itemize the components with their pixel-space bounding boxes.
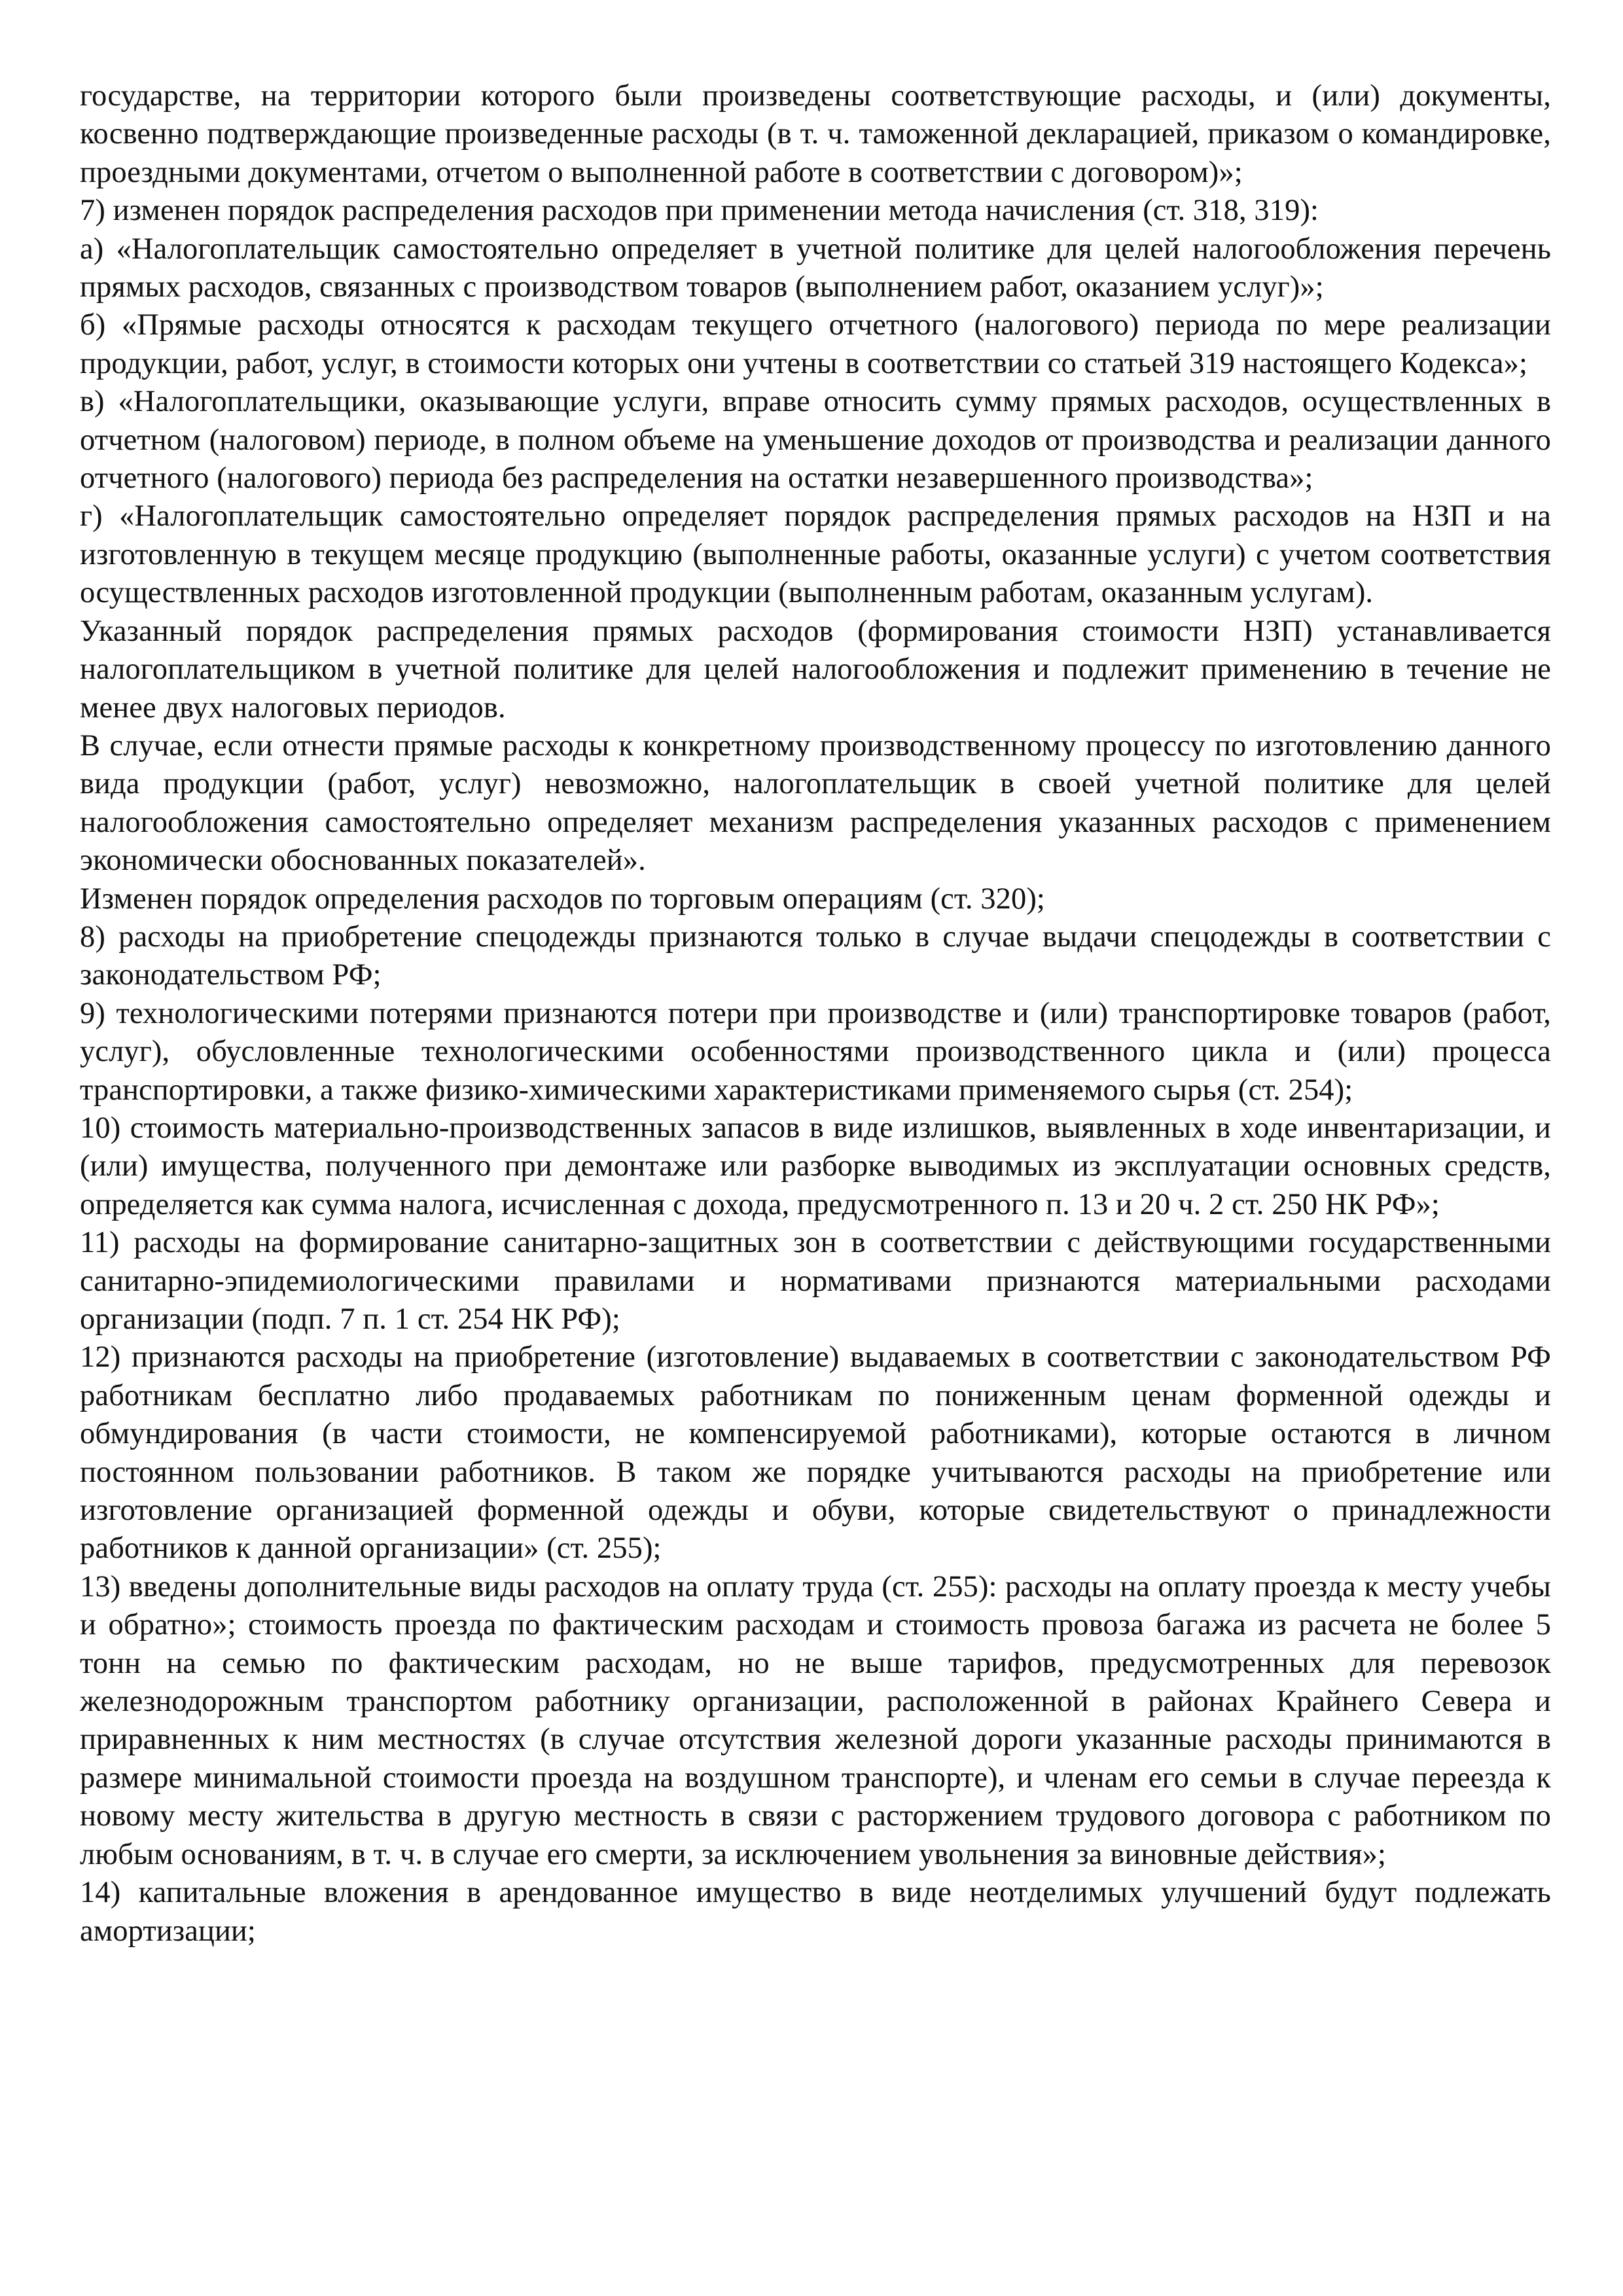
paragraph-item-12: 12) признаются расходы на приобретение (изготовление) выдаваемых в соответствии с законодательством РФ работникам бесплатно либо продаваемых работникам по пониженным ценам форменной одежды и обмундирования (в части стоимости, не компенсируемой работниками), которые остаются в личном постоянном пользовании работников. В таком же порядке учитываются расходы на приобретение или изготовление организацией форменной одежды и обуви, которые свидетельствуют о принадлежности работников к данной организации» (ст. 255);	[80, 1340, 1551, 1566]
paragraph-item-8: 8) расходы на приобретение спецодежды признаются только в случае выдачи спецодежды в соответствии с законодательством РФ;	[80, 920, 1551, 992]
paragraph-distribution-order: Указанный порядок распределения прямых расходов (формирования стоимости НЗП) устанавливается налогоплательщиком в учетной политике для целей налогообложения и подлежит применению в течение не менее двух налоговых периодов.	[80, 614, 1551, 725]
paragraph-item-11: 11) расходы на формирование санитарно-защитных зон в соответствии с действующими государственными санитарно-эпидемиологическими правилами и нормативами признаются материальными расходами организации (подп. 7 п. 1 ст. 254 НК РФ);	[80, 1226, 1551, 1336]
paragraph-item-7v: в) «Налогоплательщики, оказывающие услуги, вправе относить сумму прямых расходов, осуществленных в отчетном (налоговом) периоде, в полном объеме на уменьшение доходов от производства и реализации данного отчетного (налогового) периода без распределения на остатки незавершенного производства»;	[80, 385, 1551, 495]
paragraph-item-14: 14) капитальные вложения в арендованное имущество в виде неотделимых улучшений будут подлежать амортизации;	[80, 1876, 1551, 1948]
paragraph-continuation: государстве, на территории которого были произведены соответствующие расходы, и (или) документы, косвенно подтверждающие произведенные расходы (в т. ч. таможенной декларацией, приказом о командировке, проездными документами, отчетом о выполненной работе в соответствии с договором)»;	[80, 79, 1551, 189]
paragraph-item-7g: г) «Налогоплательщик самостоятельно определяет порядок распределения прямых расходов на НЗП и на изготовленную в текущем месяце продукцию (выполненные работы, оказанные услуги) с учетом соответствия осуществленных расходов изготовленной продукции (выполненным работам, оказанным услугам).	[80, 499, 1551, 610]
paragraph-item-10: 10) стоимость материально-производственных запасов в виде излишков, выявленных в ходе инвентаризации, и (или) имущества, полученного при демонтаже или разборке выводимых из эксплуатации основных средств, определяется как сумма налога, исчисленная с дохода, предусмотренного п. 13 и 20 ч. 2 ст. 250 НК РФ»;	[80, 1111, 1551, 1221]
paragraph-trade-operations: Изменен порядок определения расходов по торговым операциям (ст. 320);	[80, 882, 1045, 916]
paragraph-item-7a: а) «Налогоплательщик самостоятельно определяет в учетной политике для целей налогообложения перечень прямых расходов, связанных с производством товаров (выполнением работ, оказанием услуг)»;	[80, 232, 1551, 304]
paragraph-item-7: 7) изменен порядок распределения расходов при применении метода начисления (ст. 318, 319):	[80, 194, 1319, 228]
paragraph-item-7b: б) «Прямые расходы относятся к расходам текущего отчетного (налогового) периода по мере реализации продукции, работ, услуг, в стоимости которых они учтены в соответствии со статьей 319 настоящего Кодекса»;	[80, 308, 1551, 380]
paragraph-item-9: 9) технологическими потерями признаются потери при производстве и (или) транспортировке товаров (работ, услуг), обусловленные технологическими особенностями производственного цикла и (или) процесса транспортировки, а также физико-химическими характеристиками применяемого сырья (ст. 254);	[80, 996, 1551, 1107]
paragraph-distribution-mechanism: В случае, если отнести прямые расходы к конкретному производственному процессу по изготовлению данного вида продукции (работ, услуг) невозможно, налогоплательщик в своей учетной политике для целей налогообложения самостоятельно определяет механизм распределения указанных расходов с применением экономически обоснованных показателей».	[80, 728, 1551, 878]
paragraph-item-13: 13) введены дополнительные виды расходов на оплату труда (ст. 255): расходы на оплату проезда к месту учебы и обратно»; стоимость проезда по фактическим расходам и стоимость провоза багажа из расчета не более 5 тонн на семью по фактическим расходам, но не выше тарифов, предусмотренных для перевозок железнодорожным транспортом работнику организации, расположенной в районах Крайнего Севера и приравненных к ним местностях (в случае отсутствия железной дороги указанные расходы принимаются в размере минимальной стоимости проезда на воздушном транспорте), и членам его семьи в случае переезда к новому месту жительства в другую местность в связи с расторжением трудового договора с работником по любым основаниям, в т. ч. в случае его смерти, за исключением увольнения за виновные действия»;	[80, 1570, 1551, 1871]
document-body	[80, 77, 1551, 1950]
